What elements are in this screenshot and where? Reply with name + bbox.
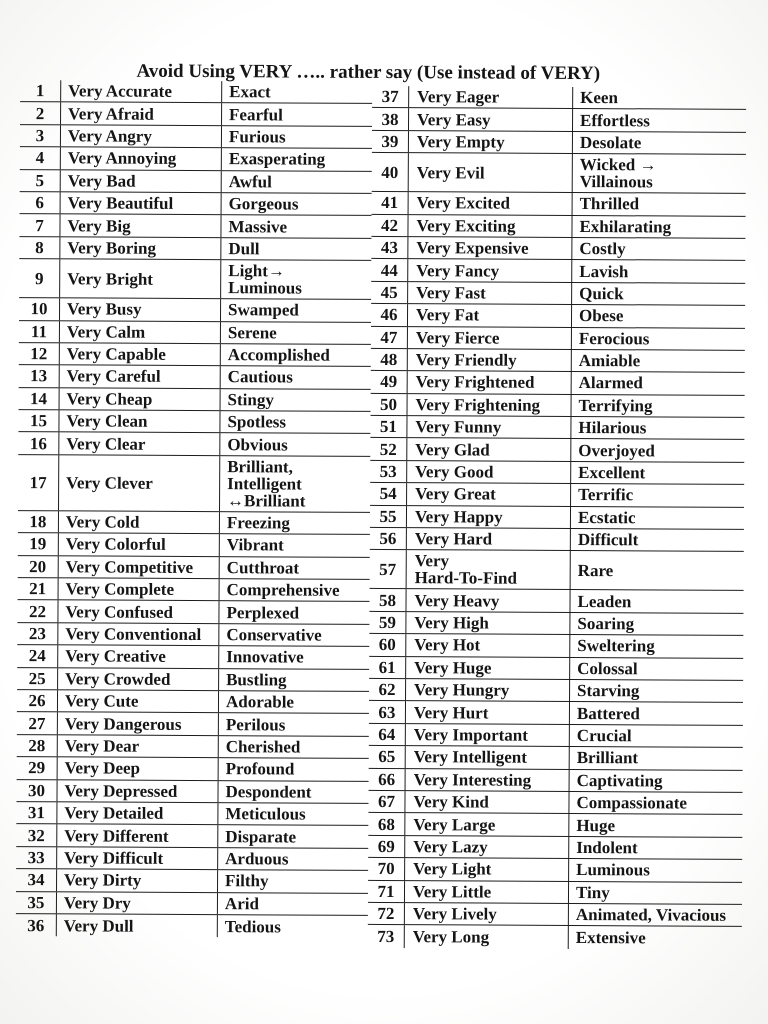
very-phrase: Very Fast [407, 282, 572, 304]
table-row [372, 192, 746, 216]
row-number: 71 [377, 881, 395, 901]
very-phrase: Very Interesting [405, 769, 570, 791]
row-number: 65 [378, 747, 396, 767]
row-number: 23 [28, 624, 46, 644]
very-phrase: Very Lazy [404, 836, 569, 858]
replacement-word: Obese [578, 306, 624, 326]
row-number: 27 [28, 713, 46, 733]
very-phrase: Very Intelligent [405, 746, 570, 768]
table-row [372, 153, 746, 194]
table-row [370, 483, 744, 507]
replacement-word: Leaden [577, 591, 632, 611]
table-row [19, 343, 371, 367]
table-row [16, 892, 368, 916]
very-phrase: Very Friendly [407, 349, 572, 371]
very-phrase: Very Afraid [60, 103, 222, 125]
replacement-word: Overjoyed [578, 440, 655, 461]
very-phrase: Very Difficult [56, 847, 218, 869]
replacement-word: Rare [577, 560, 614, 581]
replacement-word: Sweltering [577, 636, 655, 656]
very-phrase: Very Great [406, 483, 571, 505]
very-phrase: Very Conventional [57, 623, 219, 645]
replacement-word: Soaring [577, 614, 635, 634]
very-phrase: Very Happy [406, 506, 571, 528]
very-phrase: Very Expensive [407, 237, 572, 259]
row-number: 3 [35, 126, 45, 146]
very-phrase: Very Fancy [407, 259, 572, 281]
table-row [18, 433, 370, 457]
very-phrase: Very High [405, 612, 570, 634]
replacement-word: Perilous [225, 714, 286, 735]
table-row [371, 304, 745, 328]
replacement-word: Cherished [225, 737, 301, 757]
row-number: 36 [27, 915, 45, 935]
very-phrase: Very Frightened [407, 371, 572, 393]
row-number: 35 [27, 892, 45, 912]
replacement-word: Awful [228, 171, 272, 192]
replacement-word: Exhilarating [579, 216, 672, 237]
replacement-word: Luminous [576, 860, 650, 880]
very-phrase: Very Dangerous [57, 713, 219, 735]
table-row [18, 556, 370, 580]
row-number: 70 [377, 859, 395, 879]
row-number: 63 [378, 702, 396, 722]
replacement-word: Brilliant, Intelligent ↔Brilliant [227, 457, 306, 511]
table-row [369, 768, 743, 792]
row-number: 68 [377, 814, 395, 834]
row-number: 25 [28, 668, 46, 689]
very-phrase: Very Clear [58, 433, 220, 455]
very-phrase: Very Easy [408, 109, 573, 131]
row-number: 1 [35, 81, 45, 101]
row-number: 7 [35, 215, 44, 235]
very-phrase: Very Exciting [407, 215, 572, 237]
table-row [368, 903, 742, 927]
replacement-word: Compassionate [576, 793, 688, 813]
replacement-word: Terrifying [578, 395, 653, 416]
replacement-word: Huge [576, 815, 616, 835]
replacement-word: Wicked → Villainous [579, 155, 657, 192]
table-row [16, 869, 368, 893]
table-row [20, 147, 372, 171]
very-phrase: Very Cold [58, 511, 220, 533]
very-phrase: Very Glad [406, 439, 571, 461]
very-phrase: Very Careful [59, 366, 221, 388]
row-number: 28 [28, 736, 46, 756]
row-number: 8 [35, 238, 44, 258]
very-phrase: Very Bright [59, 259, 221, 298]
table-row [20, 102, 372, 126]
row-number: 43 [380, 238, 398, 258]
table-row [16, 847, 368, 871]
row-number: 53 [379, 462, 397, 482]
table-row [368, 836, 742, 860]
table-row [371, 237, 745, 261]
table-row [369, 634, 743, 658]
table-row [16, 802, 368, 826]
table-row [369, 746, 743, 770]
very-phrase: Very Funny [406, 416, 571, 438]
replacement-word: Ecstatic [577, 507, 636, 528]
very-phrase: Very Accurate [60, 80, 222, 102]
very-phrase: Very Hurt [405, 701, 570, 723]
table-row [16, 914, 368, 938]
table-row [17, 668, 369, 692]
table-row [371, 326, 745, 350]
row-number: 14 [30, 389, 48, 409]
table-row [19, 321, 371, 345]
very-phrase: Very Heavy [405, 590, 570, 612]
replacement-word: Cutthroat [226, 558, 300, 578]
replacement-word: Massive [228, 216, 288, 237]
table-row [18, 410, 370, 434]
row-number: 21 [29, 579, 47, 599]
very-phrase: Very Competitive [58, 556, 220, 578]
row-number: 48 [380, 350, 398, 370]
row-number: 51 [379, 417, 397, 437]
replacement-word: Fearful [229, 104, 283, 125]
table-row [371, 371, 745, 395]
very-phrase: Very Clean [58, 410, 220, 432]
very-phrase: Very Clever [58, 455, 220, 511]
very-phrase: Very Beautiful [60, 192, 222, 214]
table-row [368, 880, 742, 904]
table-row [17, 645, 369, 669]
replacement-word: Innovative [226, 647, 304, 667]
row-number: 29 [28, 758, 46, 778]
very-phrase: Very Important [405, 724, 570, 746]
row-number: 60 [378, 635, 396, 655]
very-phrase: Very Cheap [59, 388, 221, 410]
replacement-word: Stingy [227, 390, 274, 410]
table-row [18, 533, 370, 557]
replacement-word: Accomplished [227, 345, 330, 365]
row-number: 18 [29, 512, 47, 532]
very-phrase: Very Annoying [60, 147, 222, 169]
replacement-word: Disparate [225, 826, 297, 847]
table-row [372, 86, 746, 110]
row-number: 67 [377, 792, 396, 812]
table-row [20, 170, 372, 194]
row-number: 46 [380, 305, 398, 325]
table-row [369, 701, 743, 725]
replacement-word: Terrific [578, 485, 634, 505]
row-number: 17 [29, 473, 47, 493]
table-row [19, 259, 371, 300]
word-list-table-right [368, 86, 747, 950]
row-number: 9 [34, 268, 44, 288]
table-row [370, 438, 744, 462]
replacement-word: Extensive [575, 927, 646, 948]
replacement-word: Thrilled [579, 194, 640, 214]
table-row [17, 712, 369, 736]
very-phrase: Very Dry [56, 892, 218, 914]
row-number: 11 [30, 321, 48, 341]
row-number: 24 [28, 646, 46, 666]
row-number: 33 [27, 848, 45, 868]
table-row [19, 298, 371, 322]
table-row [20, 125, 372, 149]
row-number: 62 [378, 680, 396, 700]
row-number: 40 [381, 162, 399, 182]
very-phrase: Very Hard-To-Find [406, 551, 571, 590]
very-phrase: Very Complete [58, 578, 220, 600]
replacement-word: Serene [227, 322, 277, 343]
table-row [20, 80, 372, 104]
very-phrase: Very Little [404, 881, 569, 903]
table-row [369, 724, 743, 748]
very-phrase: Very Evil [408, 153, 573, 192]
row-number: 61 [378, 657, 396, 677]
very-phrase: Very Excited [408, 192, 573, 214]
very-phrase: Very Busy [59, 298, 221, 320]
very-phrase: Very Cute [57, 690, 219, 712]
table-row [369, 657, 743, 681]
replacement-word: Indolent [576, 837, 638, 858]
row-number: 64 [378, 724, 396, 745]
row-number: 58 [378, 590, 397, 610]
very-phrase: Very Dirty [56, 869, 218, 891]
table-row [20, 192, 372, 216]
row-number: 10 [30, 299, 48, 319]
very-phrase: Very Hungry [405, 679, 570, 701]
replacement-word: Swamped [228, 300, 299, 320]
row-number: 30 [27, 780, 46, 800]
table-row [369, 679, 743, 703]
table-row [370, 506, 744, 530]
replacement-word: Freezing [226, 513, 290, 533]
table-row [370, 528, 744, 552]
replacement-word: Hilarious [578, 418, 647, 438]
very-phrase: Very Fat [407, 304, 572, 326]
row-number: 66 [378, 769, 396, 789]
replacement-word: Perplexed [226, 602, 300, 623]
row-number: 13 [30, 366, 48, 386]
row-number: 55 [379, 506, 397, 526]
replacement-word: Difficult [577, 530, 639, 550]
row-number: 41 [381, 193, 399, 213]
replacement-word: Spotless [227, 412, 287, 432]
replacement-word: Tedious [224, 916, 281, 937]
replacement-word: Captivating [576, 770, 663, 791]
row-number: 50 [380, 394, 398, 414]
table-row [371, 282, 745, 306]
row-number: 73 [377, 926, 395, 947]
very-phrase: Very Fierce [407, 327, 572, 349]
table-row [18, 578, 370, 602]
table-row [372, 108, 746, 132]
very-phrase: Very Different [56, 825, 218, 847]
very-phrase: Very Dull [56, 914, 218, 937]
row-number: 54 [379, 484, 397, 504]
row-number: 57 [379, 559, 397, 579]
row-number: 69 [377, 836, 395, 856]
replacement-word: Excellent [578, 463, 646, 483]
row-number: 32 [27, 825, 45, 845]
very-phrase: Very Long [404, 925, 569, 948]
row-number: 15 [29, 411, 48, 431]
row-number: 20 [29, 556, 47, 577]
replacement-word: Obvious [227, 434, 288, 455]
very-phrase: Very Depressed [56, 780, 218, 802]
replacement-word: Bustling [226, 669, 287, 690]
very-phrase: Very Confused [57, 601, 219, 623]
table-row [368, 925, 742, 949]
replacement-word: Comprehensive [226, 580, 340, 600]
very-phrase: Very Good [406, 461, 571, 483]
row-number: 2 [35, 103, 45, 123]
table-row [369, 589, 743, 613]
replacement-word: Starving [577, 681, 640, 701]
very-phrase: Very Frightening [407, 394, 572, 416]
table-row [371, 214, 745, 238]
row-number: 44 [380, 260, 398, 280]
very-phrase: Very Creative [57, 645, 219, 667]
very-phrase: Very Angry [60, 125, 222, 147]
table-row [17, 623, 369, 647]
very-phrase: Very Bad [60, 170, 222, 192]
replacement-word: Exact [229, 82, 271, 102]
very-phrase: Very Light [404, 858, 569, 880]
replacement-word: Alarmed [578, 373, 643, 393]
row-number: 34 [27, 870, 45, 890]
row-number: 26 [28, 691, 46, 711]
page-title: Avoid Using VERY ….. rather say (Use instead of VERY) [136, 60, 601, 85]
very-phrase: Very Dear [57, 735, 219, 757]
replacement-word: Conservative [226, 625, 322, 645]
table-row [369, 612, 743, 636]
replacement-word: Battered [576, 703, 640, 723]
replacement-word: Costly [579, 239, 626, 259]
row-number: 6 [35, 193, 44, 213]
very-phrase: Very Deep [57, 757, 219, 779]
table-row [368, 813, 742, 837]
replacement-word: Light→ Luminous [228, 261, 302, 298]
very-phrase: Very Huge [405, 657, 570, 679]
table-row [371, 259, 745, 283]
replacement-word: Adorable [225, 692, 295, 712]
table-row [19, 237, 371, 261]
word-list-table-left [16, 80, 372, 938]
table-row [368, 858, 742, 882]
row-number: 31 [27, 803, 45, 823]
row-number: 4 [35, 148, 45, 168]
replacement-word: Furious [228, 127, 286, 147]
row-number: 56 [379, 529, 397, 549]
row-number: 52 [379, 439, 397, 459]
replacement-word: Colossal [577, 658, 638, 679]
very-phrase: Very Hot [405, 634, 570, 656]
table-row [18, 511, 370, 535]
replacement-word: Filthy [225, 871, 269, 891]
replacement-word: Arid [224, 893, 259, 914]
replacement-word: Exasperating [228, 149, 326, 170]
very-phrase: Very Lively [404, 903, 569, 925]
row-number: 47 [380, 327, 398, 347]
very-phrase: Very Capable [59, 343, 221, 365]
replacement-word: Animated, Vivacious [575, 905, 727, 925]
replacement-word: Arduous [225, 849, 289, 869]
replacement-word: Desolate [579, 132, 642, 153]
table-row [371, 349, 745, 373]
row-number: 16 [29, 433, 47, 453]
row-number: 59 [378, 612, 396, 633]
row-number: 49 [380, 372, 398, 392]
table-row [19, 365, 371, 389]
table-row [17, 735, 369, 759]
replacement-word: Keen [580, 88, 619, 108]
replacement-word: Dull [228, 239, 260, 259]
replacement-word: Crucial [576, 725, 632, 746]
very-phrase: Very Calm [59, 321, 221, 343]
row-number: 39 [381, 131, 399, 152]
table-row [372, 131, 746, 155]
replacement-word: Vibrant [226, 535, 284, 555]
row-number: 45 [380, 282, 398, 302]
replacement-word: Meticulous [225, 804, 306, 824]
table-row [17, 757, 369, 781]
replacement-word: Profound [225, 759, 295, 779]
replacement-word: Ferocious [578, 328, 650, 349]
table-row [370, 416, 744, 440]
replacement-word: Effortless [580, 110, 650, 130]
replacement-word: Despondent [225, 781, 312, 802]
replacement-word: Lavish [579, 261, 629, 281]
table-row [18, 455, 370, 513]
table-row [19, 214, 371, 238]
row-number: 5 [35, 170, 45, 190]
replacement-word: Tiny [575, 882, 610, 902]
very-phrase: Very Colorful [58, 534, 220, 556]
replacement-word: Quick [579, 283, 624, 304]
table-row [17, 690, 369, 714]
replacement-word: Brilliant [576, 748, 639, 768]
very-phrase: Very Large [404, 813, 569, 835]
row-number: 42 [380, 215, 399, 235]
row-number: 72 [377, 904, 395, 924]
replacement-word: Amiable [578, 351, 641, 371]
row-number: 22 [28, 601, 47, 621]
very-phrase: Very Detailed [56, 802, 218, 824]
row-number: 12 [30, 344, 48, 364]
table-row [371, 394, 745, 418]
very-phrase: Very Kind [404, 791, 569, 813]
replacement-word: Gorgeous [228, 194, 299, 214]
very-phrase: Very Hard [406, 528, 571, 550]
table-row [370, 550, 744, 591]
very-phrase: Very Boring [59, 237, 221, 259]
replacement-word: Cautious [227, 367, 293, 388]
very-phrase: Very Big [59, 215, 221, 237]
table-row [368, 791, 742, 815]
row-number: 19 [29, 534, 47, 554]
table-row [16, 780, 368, 804]
table-row [19, 388, 371, 412]
very-phrase: Very Eager [408, 86, 573, 108]
very-phrase: Very Empty [408, 131, 573, 153]
row-number: 37 [381, 87, 399, 107]
table-row [17, 601, 369, 625]
row-number: 38 [381, 109, 399, 129]
table-row [16, 824, 368, 848]
very-phrase: Very Crowded [57, 668, 219, 690]
table-row [370, 461, 744, 485]
